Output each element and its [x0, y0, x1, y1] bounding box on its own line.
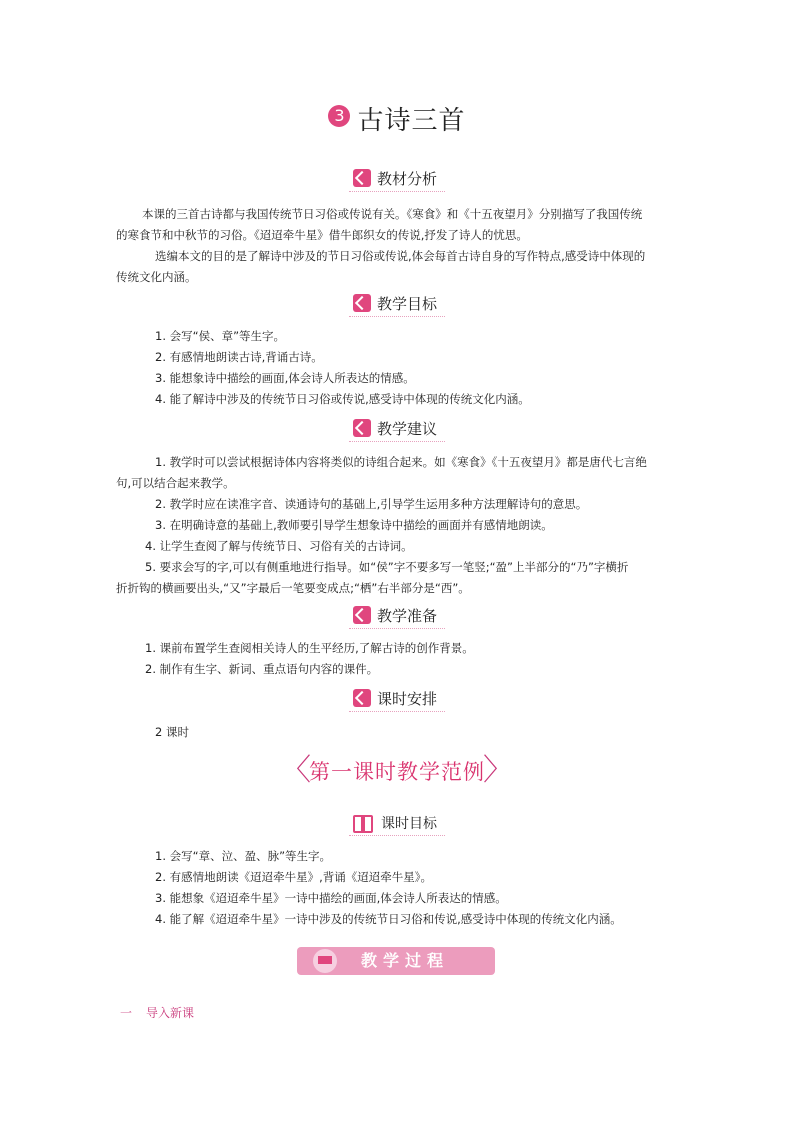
intro-number: 一: [120, 1006, 133, 1020]
advice-item-1-cont: 句,可以结合起来教学。: [116, 476, 235, 490]
advice-item-3: 3. 在明确诗意的基础上,教师要引导学生想象诗中描绘的画面并有感情地朗读。: [155, 518, 553, 532]
lesson-goal-item: 4. 能了解《迢迢牵牛星》一诗中涉及的传统节日习俗和传说,感受诗中体现的传统文化内涵。: [155, 912, 622, 926]
section-heading-advice: 教学建议: [0, 418, 794, 446]
schedule-text: 2 课时: [155, 725, 189, 739]
section-arrow-icon: [353, 169, 371, 187]
lesson-number-badge: 3: [328, 105, 350, 127]
goal-item: 4. 能了解诗中涉及的传统节日习俗或传说,感受诗中体现的传统文化内涵。: [155, 392, 530, 406]
advice-item-4: 4. 让学生查阅了解与传统节日、习俗有关的古诗词。: [145, 539, 413, 553]
analysis-paragraph-1-cont: 的寒食节和中秋节的习俗。《迢迢牵牛星》借牛郎织女的传说,抒发了诗人的忧思。: [116, 228, 528, 242]
lesson-goal-item: 2. 有感情地朗读《迢迢牵牛星》,背诵《迢迢牵牛星》。: [155, 870, 433, 884]
section-heading-lesson-goals: 课时目标: [0, 813, 794, 841]
section-arrow-icon: [353, 689, 371, 707]
lesson-title: [0, 100, 794, 137]
section-heading-schedule: 课时安排: [0, 688, 794, 716]
lesson-title-text: 古诗三首: [357, 106, 466, 136]
right-chevron-icon: 〉: [483, 753, 513, 788]
advice-item-5: 5. 要求会写的字,可以有侧重地进行指导。如“侯”字不要多写一笔竖;“盈”上半部分的“乃”字横折: [145, 560, 629, 574]
prep-item: 1. 课前布置学生查阅相关诗人的生平经历,了解古诗的创作背景。: [145, 641, 474, 655]
section-arrow-icon: [353, 419, 371, 437]
left-chevron-icon: 〈: [281, 753, 311, 788]
prep-item: 2. 制作有生字、新词、重点语句内容的课件。: [145, 662, 379, 676]
intro-heading: [120, 1002, 194, 1021]
section-heading-goals: 教学目标: [0, 293, 794, 321]
process-title: 教学过程: [360, 951, 449, 970]
lesson-banner: [0, 753, 794, 788]
analysis-paragraph-2: 选编本文的目的是了解诗中涉及的节日习俗或传说,体会每首古诗自身的写作特点,感受诗中体现的: [155, 249, 646, 263]
advice-item-5-cont: 折折钩的横画要出头,“又”字最后一笔要变成点;“栖”右半部分是“西”。: [116, 581, 470, 595]
intro-text: 导入新课: [146, 1006, 195, 1020]
goal-item: 1. 会写“侯、章”等生字。: [155, 329, 286, 343]
graduation-cap-icon: [313, 949, 337, 973]
section-heading-analysis: 教材分析: [0, 168, 794, 196]
analysis-paragraph-1: 本课的三首古诗都与我国传统节日习俗或传说有关。《寒食》和《十五夜望月》分别描写了我国传统: [142, 207, 643, 221]
book-icon: [353, 815, 373, 831]
analysis-paragraph-2-cont: 传统文化内涵。: [116, 270, 197, 284]
goal-item: 3. 能想象诗中描绘的画面,体会诗人所表达的情感。: [155, 371, 415, 385]
section-heading-prep: 教学准备: [0, 605, 794, 633]
process-banner: [297, 947, 495, 975]
banner-title: 第一课时教学范例: [309, 760, 485, 784]
advice-item-2: 2. 教学时应在读准字音、读通诗句的基础上,引导学生运用多种方法理解诗句的意思。: [155, 497, 588, 511]
section-arrow-icon: [353, 606, 371, 624]
goal-item: 2. 有感情地朗读古诗,背诵古诗。: [155, 350, 323, 364]
advice-item-1: 1. 教学时可以尝试根据诗体内容将类似的诗组合起来。如《寒食》《十五夜望月》都是唐代七言绝: [155, 455, 647, 469]
lesson-goal-item: 3. 能想象《迢迢牵牛星》一诗中描绘的画面,体会诗人所表达的情感。: [155, 891, 507, 905]
lesson-goal-item: 1. 会写“章、泣、盈、脉”等生字。: [155, 849, 332, 863]
section-arrow-icon: [353, 294, 371, 312]
